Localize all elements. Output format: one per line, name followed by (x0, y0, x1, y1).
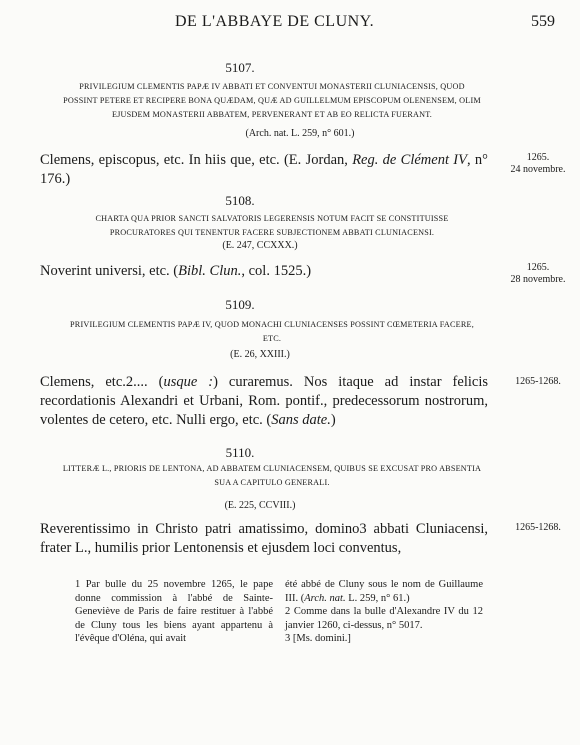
footnotes-right-column (285, 578, 483, 646)
footnote-2: 2 Comme dans la bulle d'Alexandre IV du 12 janvier 1260, ci-dessus, n° 5017. (285, 606, 483, 631)
entry-reference: (E. 26, XXIII.) (230, 349, 290, 360)
entry-number: 5109. (225, 297, 255, 312)
entry-number: 5110. (225, 445, 255, 460)
entry-rubric: PRIVILEGIUM CLEMENTIS PAPÆ IV, QUOD MONACHI CLUNIACENSES POSSINT CŒMETERIA FACERE, ETC. (70, 320, 474, 343)
running-header (155, 13, 555, 35)
footnote-1: 1 Par bulle du 25 novembre 1265, le pape donne commission à l'abbé de Sainte-Geneviève de Paris de faire restituer à l'abbé de Cluny tous les biens ayant appartenu à l'évêque d'Oléna, qui avait (75, 579, 273, 644)
entry-rubric: PRIVILEGIUM CLEMENTIS PAPÆ IV ABBATI ET CONVENTUI MONASTERII CLUNIACENSIS, QUOD POSSINT PETERE ET RECIPERE BONA QUÆDAM, QUÆ AD GUILLELMUM EPISCOPUM OLENENSEM, OLIM EJUSDEM MONASTERII ABBATEM, PERVENERANT ET AB EO RELICTA FUERANT. (63, 82, 481, 119)
entry-number: 5107. (225, 60, 255, 75)
entry-reference: (E. 225, CCVIII.) (224, 500, 296, 511)
entry-text: Reverentissimo in Christo patri amatissimo, domino3 abbati Cluniacensi, frater L., humilis prior Lentonensis et ejusdem loci conventus, (40, 521, 488, 556)
footnote-1-continued: été abbé de Cluny sous le nom de Guillaume III. (Arch. nat. L. 259, n° 61.) (285, 579, 483, 604)
margin-date: 1265. 28 novembre. (510, 262, 566, 285)
margin-date: 1265-1268. (515, 522, 561, 533)
margin-date: 1265-1268. (515, 376, 561, 387)
entry-number: 5108. (225, 193, 255, 208)
footnote-3: 3 [Ms. domini.] (285, 633, 351, 644)
entry-text: Clemens, etc.2.... (usque :) curaremus. Nos itaque ad instar felicis recordationis Alexandri et Urbani, Rom. pontif., predecessorum nostrorum, volentes de cetero, etc. Nulli ergo, etc. (Sans date.) (40, 374, 488, 428)
running-title: DE L'ABBAYE DE CLUNY. (175, 13, 375, 30)
margin-date: 1265. 24 novembre. (510, 152, 566, 175)
entry-rubric: CHARTA QUA PRIOR SANCTI SALVATORIS LEGERENSIS NOTUM FACIT SE CONSTITUISSE PROCURATORES QUI TENENTUR FACERE SUBJECTIONEM ABBATI CLUNIACENSI. (95, 214, 449, 237)
entry-text: Clemens, episcopus, etc. In hiis que, etc. (E. Jordan, Reg. de Clément IV, n° 176.) (40, 152, 488, 187)
entry-reference: (Arch. nat. L. 259, n° 601.) (245, 128, 355, 139)
entry-reference: (E. 247, CCXXX.) (222, 240, 298, 251)
page-number: 559 (531, 13, 555, 30)
entry-rubric: LITTERÆ L., PRIORIS DE LENTONA, AD ABBATEM CLUNIACENSEM, QUIBUS SE EXCUSAT PRO ABSENTIA SUA A CAPITULO GENERALI. (62, 464, 482, 487)
entry-text: Noverint universi, etc. (Bibl. Clun., col. 1525.) (40, 263, 312, 279)
